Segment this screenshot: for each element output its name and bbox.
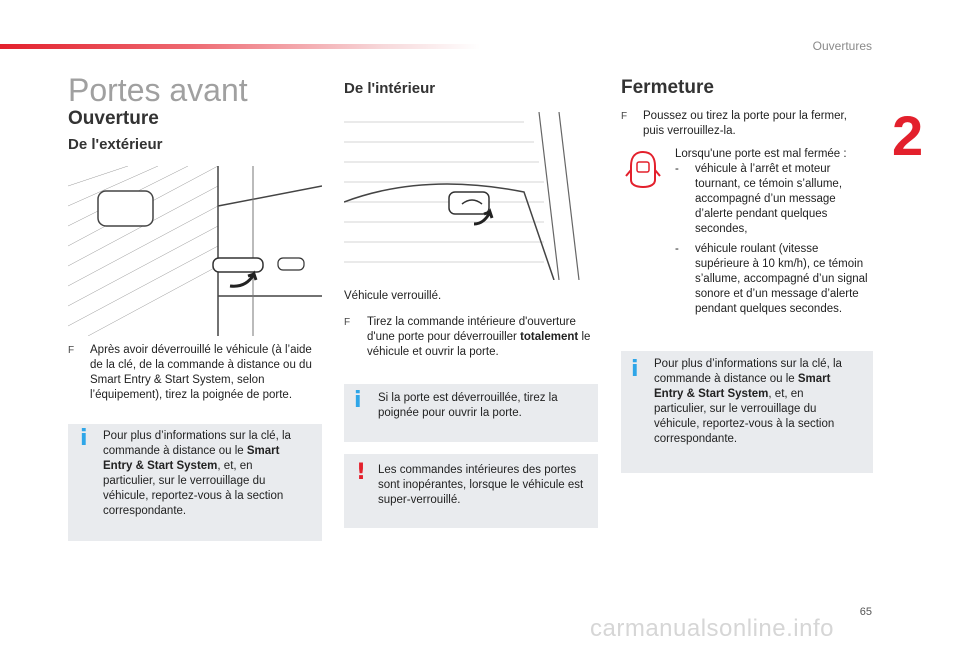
page-number: 65 — [859, 606, 872, 618]
info-box-exterior — [68, 424, 322, 541]
watermark: carmanualsonline.info — [590, 615, 834, 642]
info-text-part2: , et, en particulier, sur le verrouillage du véhicule, reportez-vous à la section correspondante. — [103, 460, 284, 517]
step-part1: Tirez la commande intérieure d'ouverture d'une porte pour déverrouiller — [367, 316, 576, 343]
interior-door-handle-illustration — [344, 112, 598, 280]
exterior-open-step: Après avoir déverrouillé le véhicule (à l’aide de la clé, de la commande à distance ou du Smart Entry & Start System, selon l’équipement), tirez la poignée de porte. — [90, 344, 312, 401]
chapter-number: 2 — [892, 104, 924, 167]
info-text-part2: , et, en particulier, sur le verrouillage du véhicule, reportez-vous à la section correspondante. — [654, 388, 835, 445]
info-text-bold: Smart Entry & Start System — [654, 373, 831, 400]
alert-item-driving: véhicule roulant (vitesse supérieure à 10 km/h), ce témoin s’allume, accompagné d’un signal sonore et d’un message d’alerte pendant quelques secondes. — [695, 243, 868, 315]
subheading-interieur: De l'intérieur — [344, 80, 436, 97]
info-text-part1: Pour plus d’informations sur la clé, la commande à distance ou le — [103, 430, 291, 457]
info-icon: i — [80, 426, 88, 451]
alert-dash: - — [675, 243, 679, 255]
alert-item-stopped: véhicule à l’arrêt et moteur tournant, ce témoin s’allume, accompagné d’un message d’alerte pendant quelques secondes, — [695, 163, 843, 235]
info-icon: i — [631, 357, 639, 382]
caption-vehicle-locked: Véhicule verrouillé. — [344, 290, 442, 302]
alert-intro: Lorsqu'une porte est mal fermée : — [675, 148, 847, 160]
section-name: Ouvertures — [812, 39, 872, 53]
bullet-symbol: F — [621, 111, 628, 122]
door-open-warning-icon — [625, 150, 661, 190]
warning-icon: ! — [356, 460, 367, 485]
interior-open-step — [367, 315, 598, 360]
bullet-symbol: F — [344, 317, 351, 328]
info-text-bold: Smart Entry & Start System — [103, 445, 280, 472]
info-text-part1: Pour plus d’informations sur la clé, la commande à distance ou le — [654, 358, 842, 385]
step-part2: le véhicule et ouvrir la porte. — [367, 331, 591, 358]
info-text-interior: Si la porte est déverrouillée, tirez la poignée pour ouvrir la porte. — [378, 392, 558, 419]
info-box-closing — [621, 351, 873, 473]
heading-fermeture: Fermeture — [621, 77, 714, 98]
alert-dash: - — [675, 163, 679, 175]
subheading-exterieur: De l'extérieur — [68, 136, 163, 153]
info-icon: i — [354, 388, 362, 413]
info-text-exterior — [103, 429, 308, 519]
info-text-closing — [654, 357, 854, 447]
page-title: Portes avant — [68, 72, 248, 108]
closing-step: Poussez ou tirez la porte pour la fermer, puis verrouillez-la. — [643, 110, 847, 137]
header-accent-bar — [0, 44, 480, 49]
warning-text-interior: Les commandes intérieures des portes sont inopérantes, lorsque le véhicule est super-verrouillé. — [378, 464, 584, 506]
bullet-symbol: F — [68, 345, 75, 356]
step-bold: totalement — [520, 331, 579, 343]
exterior-door-handle-illustration — [68, 166, 322, 336]
info-box-interior — [344, 384, 598, 442]
heading-ouverture: Ouverture — [68, 108, 159, 129]
warning-box-interior — [344, 454, 598, 528]
